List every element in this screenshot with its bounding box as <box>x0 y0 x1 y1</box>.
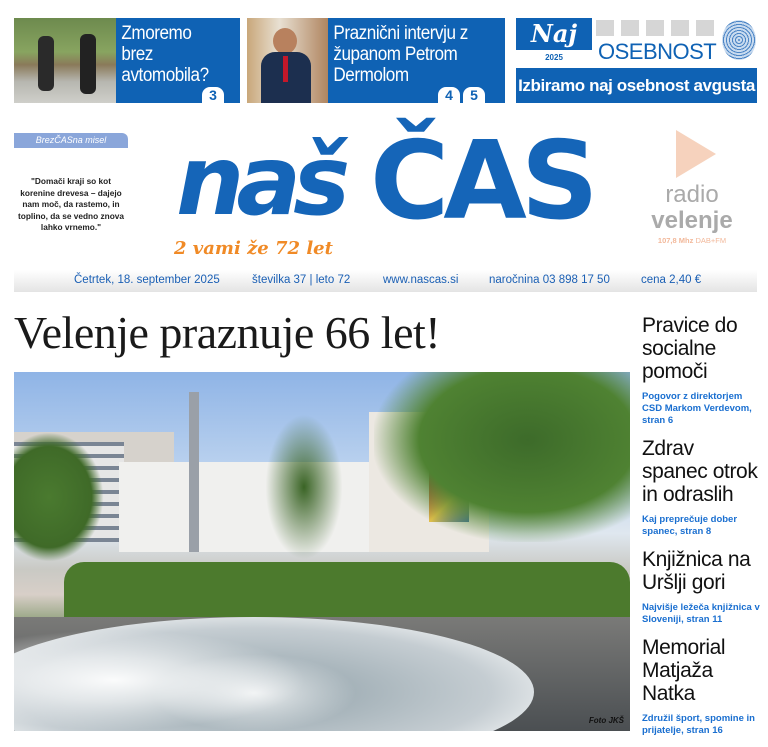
story-subtitle: Kaj preprečuje dober spanec, stran 8 <box>642 514 738 537</box>
story-subtitle: Združil šport, spomine in prijatelje, stran 16 <box>642 713 755 736</box>
sidebar-story[interactable] <box>642 437 764 538</box>
story-subtitle: Pogovor z direktorjem CSD Markom Verdevom, stran 6 <box>642 391 752 426</box>
radio-velenje-ad[interactable] <box>636 130 748 260</box>
photo-credit: Foto JKŠ <box>588 716 624 725</box>
naj-title: OSEBNOST <box>598 39 717 64</box>
naj-cta: Izbiramo naj osebnost avgusta <box>516 68 757 103</box>
story-title: Knjižnica na Uršlji gori <box>642 548 751 594</box>
main-photo <box>14 372 630 731</box>
story-subtitle: Najvišje ležeča knjižnica v Sloveniji, stran 11 <box>642 602 760 625</box>
naj-logo: Naj <box>516 18 592 50</box>
masthead-logo[interactable] <box>172 119 602 262</box>
radio-play-icon <box>676 130 716 178</box>
sidebar-story[interactable] <box>642 636 764 737</box>
story-title: Memorial Matjaža Natka <box>642 636 726 705</box>
masthead-tagline: 2 vami že 72 let <box>174 238 333 259</box>
teaser-title: Praznični intervju z županom Petrom Dermolom <box>333 23 468 86</box>
naj-osebnost-promo[interactable] <box>516 18 757 103</box>
issue-date: Četrtek, 18. september 2025 <box>74 274 220 286</box>
price: cena 2,40 € <box>641 274 702 286</box>
teaser-title: Zmoremo brez avtomobila? <box>121 23 209 86</box>
teaser-interview[interactable] <box>247 18 505 103</box>
logo-cas: ČAS <box>370 119 593 244</box>
radio-line2: velenje <box>651 207 733 234</box>
page-badge: 4 <box>438 87 460 103</box>
radio-band: DAB+FM <box>695 236 727 245</box>
sidebar-story[interactable] <box>642 548 764 626</box>
radio-line1: radio <box>665 181 719 208</box>
story-title: Zdrav spanec otrok in odraslih <box>642 437 758 506</box>
sidebar-stories <box>642 314 764 747</box>
issue-number: številka 37 | leto 72 <box>252 274 351 286</box>
naj-year: 2025 <box>545 53 563 62</box>
column-label: BrezČASna misel <box>14 133 128 148</box>
logo-nas: naš <box>176 125 343 237</box>
mayor-photo <box>247 18 328 103</box>
teaser-cycling[interactable] <box>14 18 240 103</box>
radio-frequency: 107,8 Mhz <box>657 236 694 245</box>
page-badge: 5 <box>463 87 485 103</box>
faces-illustration <box>596 20 720 36</box>
fingerprint-icon <box>722 20 756 60</box>
main-headline[interactable]: Velenje praznuje 66 let! <box>14 307 441 358</box>
website-link[interactable]: www.nascas.si <box>383 274 459 286</box>
info-bar <box>14 270 757 292</box>
subscription-phone: naročnina 03 898 17 50 <box>489 274 610 286</box>
cyclists-photo <box>14 18 116 103</box>
column-quote: "Domači kraji so kot korenine drevesa – dajejo nam moč, da rastemo, in toplino, da se vedno znova lahko vrnemo." <box>17 176 125 232</box>
sidebar-story[interactable] <box>642 314 764 427</box>
story-title: Pravice do socialne pomoči <box>642 314 738 383</box>
page-badge: 3 <box>202 87 224 103</box>
